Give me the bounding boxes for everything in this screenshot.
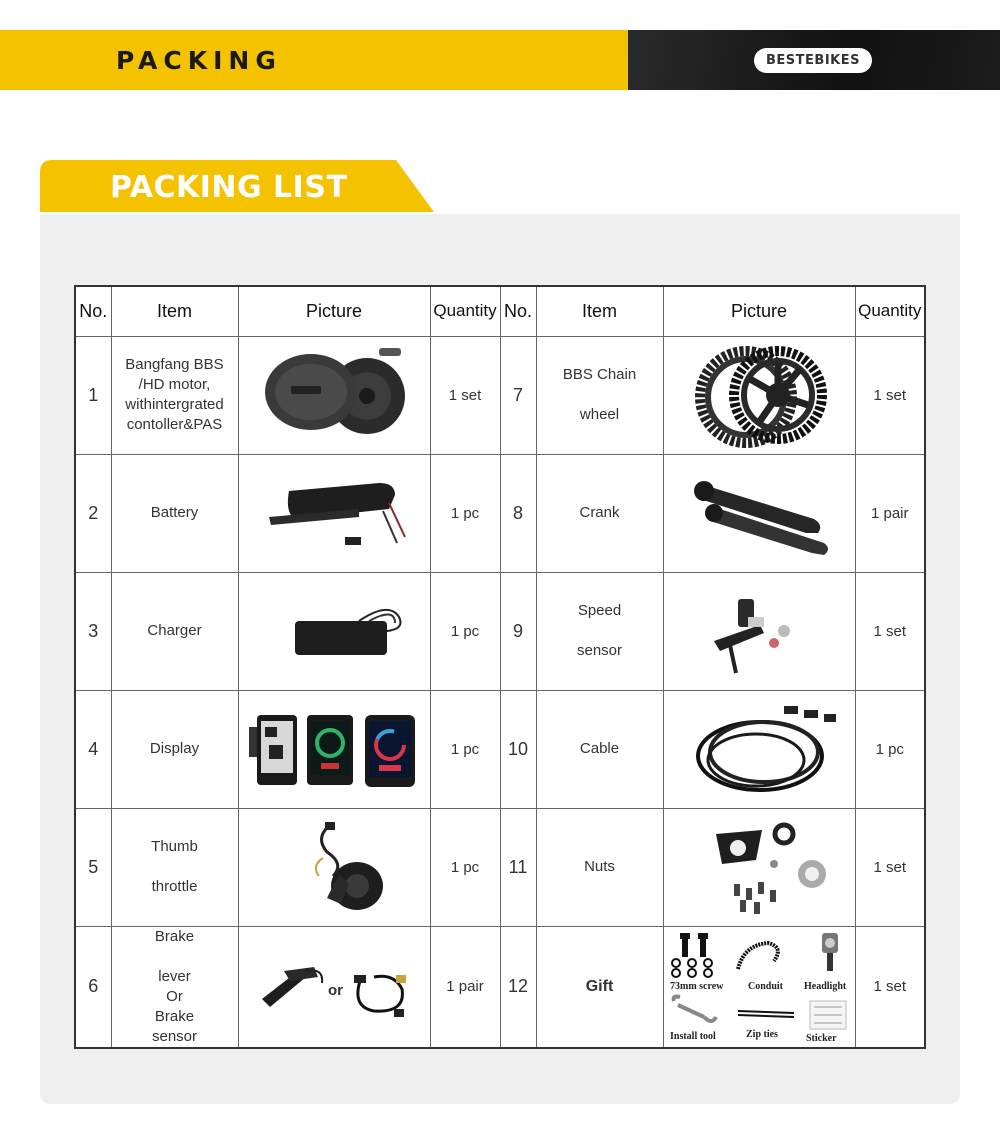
row-qty: 1 set	[855, 926, 925, 1048]
header-picture-2: Picture	[663, 286, 855, 336]
section-tab	[40, 160, 434, 212]
header-item: Item	[111, 286, 238, 336]
row-no: 4	[75, 690, 111, 808]
header-quantity-2: Quantity	[855, 286, 925, 336]
item-line: Battery	[150, 504, 199, 521]
row-item	[536, 808, 663, 926]
row-item	[111, 926, 238, 1048]
table-row	[75, 336, 925, 454]
row-item	[111, 336, 238, 454]
item-line: sensor	[151, 1027, 198, 1045]
row-no: 2	[75, 454, 111, 572]
item-line: /HD motor,	[138, 376, 211, 393]
gift-caption: Headlight	[804, 980, 847, 992]
item-line: Brake	[154, 927, 195, 945]
row-qty: 1 pc	[430, 572, 500, 690]
gift-picture	[663, 926, 855, 1048]
row-item	[111, 454, 238, 572]
row-qty: 1 set	[430, 336, 500, 454]
header-quantity: Quantity	[430, 286, 500, 336]
item-line: contoller&PAS	[126, 416, 223, 433]
header-no-2: No.	[500, 286, 536, 336]
row-qty: 1 pc	[430, 454, 500, 572]
or-label: or	[328, 981, 343, 999]
item-line: throttle	[151, 878, 198, 895]
cable-picture	[663, 690, 855, 808]
table-row	[75, 690, 925, 808]
table-row	[75, 454, 925, 572]
display-picture	[238, 690, 430, 808]
header-picture: Picture	[238, 286, 430, 336]
row-item	[536, 690, 663, 808]
item-line: Charger	[147, 622, 202, 639]
row-item	[536, 454, 663, 572]
item-line: Display	[149, 740, 200, 757]
item-line: Thumb	[151, 838, 198, 855]
item-line: Speed	[577, 602, 622, 619]
row-no: 3	[75, 572, 111, 690]
item-line: Brake	[154, 1007, 195, 1025]
row-qty: 1 pc	[430, 690, 500, 808]
chainwheel-picture	[663, 336, 855, 454]
item-line: Gift	[585, 977, 614, 995]
row-no: 1	[75, 336, 111, 454]
gift-caption: Sticker	[806, 1032, 837, 1044]
item-line: BBS Chain	[562, 366, 637, 383]
thumb-throttle-picture	[238, 808, 430, 926]
packing-table	[74, 285, 926, 1049]
header-item-2: Item	[536, 286, 663, 336]
table-row	[75, 572, 925, 690]
item-line: Crank	[579, 504, 620, 521]
row-no: 5	[75, 808, 111, 926]
banner-yellow	[0, 30, 628, 90]
gift-caption: Zip ties	[746, 1028, 778, 1040]
row-qty: 1 pair	[430, 926, 500, 1048]
banner-dark	[628, 30, 1000, 90]
row-qty: 1 pc	[855, 690, 925, 808]
banner-title: PACKING	[116, 46, 282, 75]
row-no: 7	[500, 336, 536, 454]
row-no: 9	[500, 572, 536, 690]
crank-picture	[663, 454, 855, 572]
row-item	[536, 572, 663, 690]
brand-logo: BESTEBIKES	[754, 48, 872, 73]
gift-caption: Install tool	[670, 1030, 716, 1042]
gift-caption: 73mm screw	[670, 980, 724, 992]
item-line: Bangfang BBS	[125, 356, 224, 373]
row-qty: 1 pair	[855, 454, 925, 572]
row-qty: 1 pc	[430, 808, 500, 926]
row-no: 10	[500, 690, 536, 808]
row-item	[536, 926, 663, 1048]
row-no: 11	[500, 808, 536, 926]
speed-sensor-picture	[663, 572, 855, 690]
section-title: PACKING LIST	[110, 170, 348, 205]
item-line: Cable	[579, 740, 620, 757]
item-line: wheel	[579, 406, 620, 423]
motor-picture	[238, 336, 430, 454]
item-line: sensor	[576, 642, 623, 659]
charger-picture	[238, 572, 430, 690]
row-qty: 1 set	[855, 336, 925, 454]
table-header-row	[75, 286, 925, 336]
row-no: 12	[500, 926, 536, 1048]
row-no: 6	[75, 926, 111, 1048]
row-item	[111, 808, 238, 926]
item-line: withintergrated	[125, 396, 224, 413]
table-row	[75, 926, 925, 1048]
item-line: Or	[166, 987, 183, 1005]
row-qty: 1 set	[855, 572, 925, 690]
row-item	[536, 336, 663, 454]
table-row	[75, 808, 925, 926]
top-banner	[0, 30, 1000, 90]
battery-picture	[238, 454, 430, 572]
row-item	[111, 690, 238, 808]
item-line: lever	[158, 967, 191, 985]
item-line: Nuts	[584, 858, 615, 875]
row-qty: 1 set	[855, 808, 925, 926]
gift-caption: Conduit	[748, 980, 784, 992]
row-no: 8	[500, 454, 536, 572]
brake-picture	[238, 926, 430, 1048]
row-item	[111, 572, 238, 690]
nuts-picture	[663, 808, 855, 926]
header-no: No.	[75, 286, 111, 336]
